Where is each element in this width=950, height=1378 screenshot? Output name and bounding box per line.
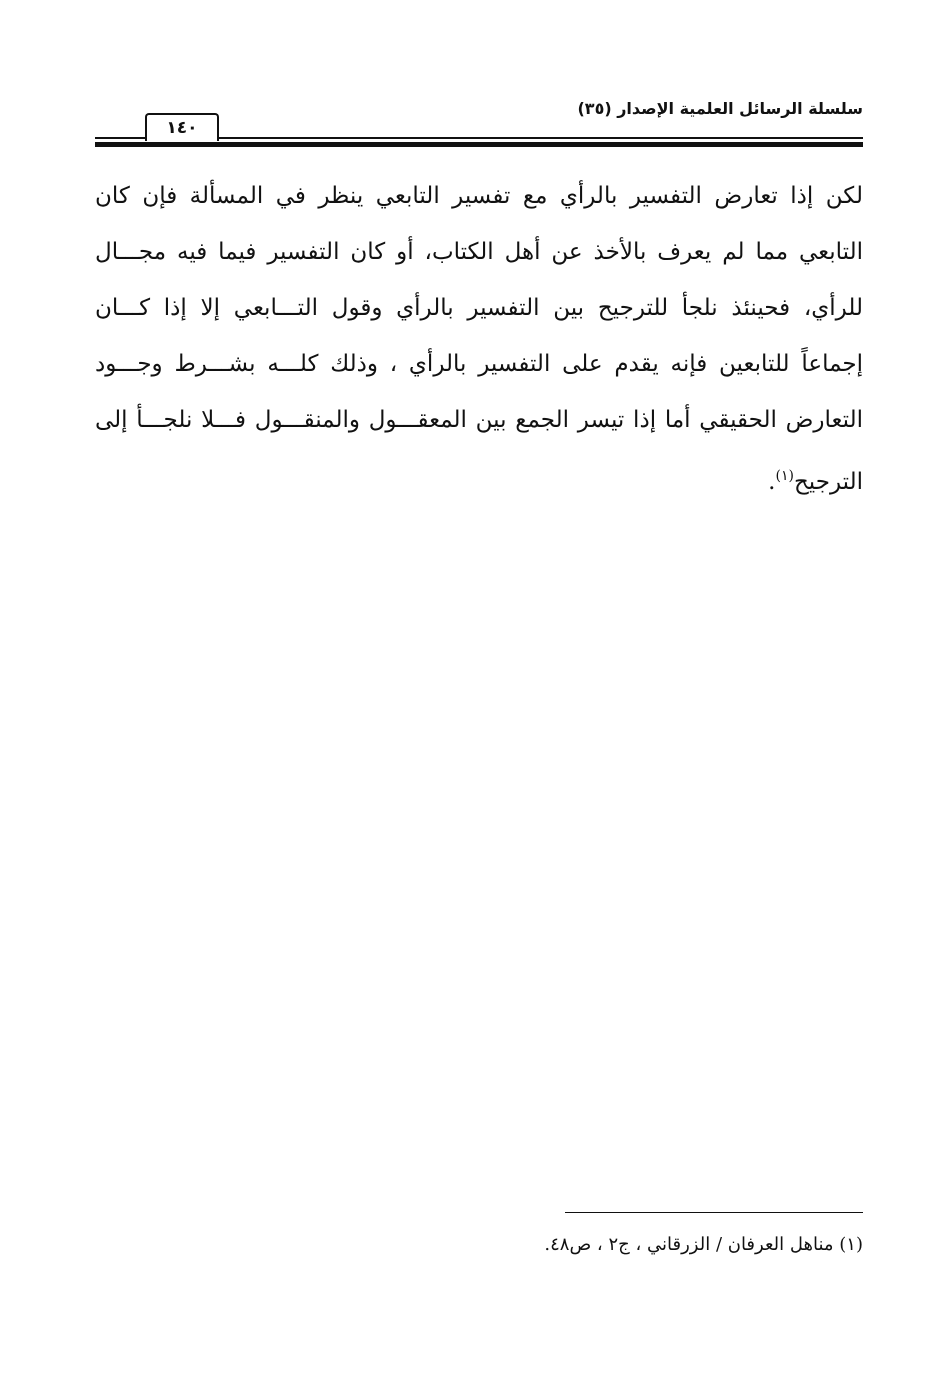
text-line-last [95, 448, 863, 510]
footnote-separator [565, 1212, 863, 1213]
page-number: ١٤٠ [145, 113, 219, 141]
header-thick-rule [95, 142, 863, 147]
footnote: (١) مناهل العرفان / الزرقاني ، ج٢ ، ص٤٨. [544, 1234, 863, 1255]
end-punctuation: . [768, 469, 776, 495]
page-header [95, 95, 863, 150]
text-line: لكن إذا تعارض التفسير بالرأي مع تفسير التابعي ينظر في المسألة فإن كان [95, 183, 863, 209]
text-line: للرأي، فحينئذ نلجأ للترجيح بين التفسير بالرأي وقول التـــابعي إلا إذا كـــان [95, 295, 863, 321]
series-title: سلسلة الرسائل العلمية الإصدار (٣٥) [577, 99, 863, 118]
body-paragraph [95, 168, 863, 510]
footnote-reference[interactable]: (١) [775, 468, 794, 484]
text-line: إجماعاً للتابعين فإنه يقدم على التفسير بالرأي ، وذلك كلـــه بشـــرط وجـــود [95, 351, 863, 377]
text-line: التعارض الحقيقي أما إذا تيسر الجمع بين المعقـــول والمنقـــول فـــلا نلجـــأ إلى [95, 407, 863, 433]
text-line: التابعي مما لم يعرف بالأخذ عن أهل الكتاب، أو كان التفسير فيما فيه مجـــال [95, 239, 863, 265]
last-line-text: الترجيح [793, 469, 863, 495]
